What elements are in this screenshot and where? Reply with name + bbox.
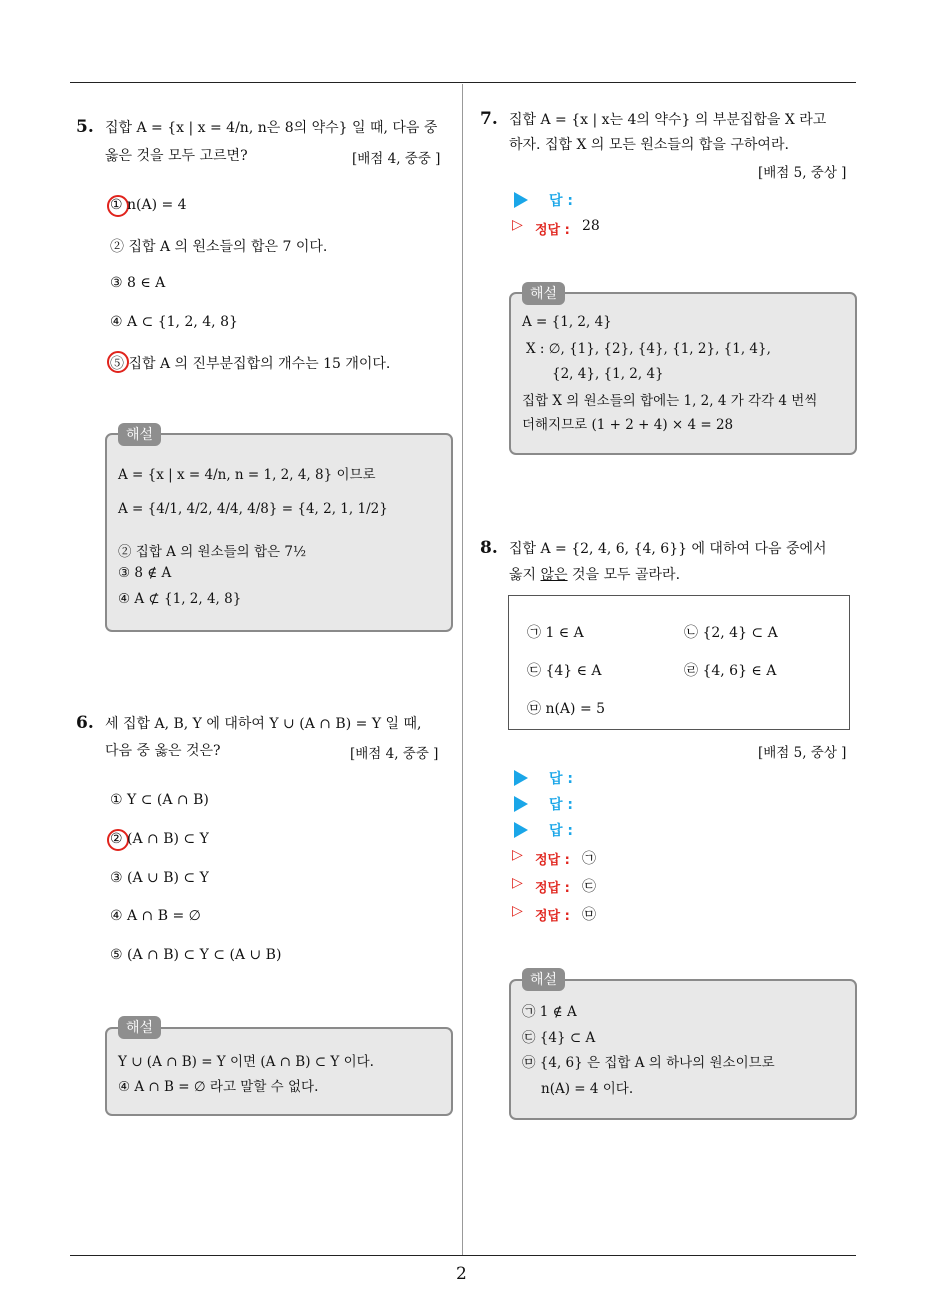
q5-option-1: ① n(A) = 4 — [110, 197, 187, 213]
q7-explanation-line: {2, 4}, {1, 2, 4} — [552, 366, 664, 382]
q5-option-5: ⑤ 집합 A 의 진부분집합의 개수는 15 개이다. — [110, 356, 391, 372]
q7-score-meta: [배점 5, 중상 ] — [758, 165, 847, 181]
q8-explanation-badge: 해설 — [522, 968, 565, 991]
q8-answer-label: 답 : — [549, 823, 573, 839]
q6-option-1: ① Y ⊂ (A ∩ B) — [110, 792, 209, 808]
q8-choice: ㉢ {4} ∈ A — [527, 663, 602, 679]
q8-score-meta: [배점 5, 중상 ] — [758, 745, 847, 761]
q6-stem-line2: 다음 중 옳은 것은? — [105, 743, 221, 759]
q8-number: 8. — [480, 538, 498, 558]
q5-number: 5. — [76, 117, 94, 137]
q5-explanation-line: ④ A ⊄ {1, 2, 4, 8} — [118, 591, 242, 607]
q5-score-meta: [배점 4, 중중 ] — [352, 151, 441, 167]
q6-option-5: ⑤ (A ∩ B) ⊂ Y ⊂ (A ∪ B) — [110, 947, 282, 963]
q7-explanation-line: 집합 X 의 원소들의 합에는 1, 2, 4 가 각각 4 번씩 — [522, 393, 818, 409]
q5-stem-line2: 옳은 것을 모두 고르면? — [105, 148, 248, 164]
q6-explanation-box — [105, 1027, 453, 1116]
q5-option-2: ② 집합 A 의 원소들의 합은 7 이다. — [110, 239, 328, 255]
answer-arrow-icon — [514, 796, 528, 812]
q8-correct-value: ㉢ — [582, 879, 596, 895]
q8-explanation-line: ㉠ 1 ∉ A — [522, 1004, 577, 1020]
q8-explanation-line: n(A) = 4 이다. — [541, 1081, 634, 1097]
q6-option-4: ④ A ∩ B = ∅ — [110, 908, 201, 924]
answer-arrow-icon — [514, 770, 528, 786]
q7-explanation-badge: 해설 — [522, 282, 565, 305]
q5-option-3: ③ 8 ∈ A — [110, 275, 166, 291]
q7-stem-line1: 집합 A = {x | x는 4의 약수} 의 부분집합을 X 라고 — [509, 112, 827, 128]
q8-choice: ㉣ {4, 6} ∈ A — [684, 663, 777, 679]
q6-option-3: ③ (A ∪ B) ⊂ Y — [110, 870, 209, 886]
q8-correct-label: 정답 : — [535, 853, 570, 868]
q8-answer-label: 답 : — [549, 797, 573, 813]
q5-explanation-badge: 해설 — [118, 423, 161, 446]
q6-explanation-line: Y ∪ (A ∩ B) = Y 이면 (A ∩ B) ⊂ Y 이다. — [118, 1054, 374, 1070]
q7-stem-line2: 하자. 집합 X 의 모든 원소들의 합을 구하여라. — [509, 137, 789, 153]
correct-triangle-icon: ▷ — [512, 903, 523, 919]
bottom-rule — [70, 1255, 856, 1256]
q5-explanation-line: A = {4/1, 4/2, 4/4, 4/8} = {4, 2, 1, 1/2} — [118, 501, 388, 517]
answer-arrow-icon — [514, 822, 528, 838]
q8-stem-line2: 옳지 않은 것을 모두 골라라. — [509, 567, 681, 583]
q8-choice: ㉡ {2, 4} ⊂ A — [684, 625, 778, 641]
q7-correct-label: 정답 : — [535, 223, 570, 238]
q8-explanation-line: ㉤ {4, 6} 은 집합 A 의 하나의 원소이므로 — [522, 1055, 775, 1071]
q8-explanation-line: ㉢ {4} ⊂ A — [522, 1030, 596, 1046]
q8-correct-value: ㉠ — [582, 851, 596, 867]
q5-explanation-line: ③ 8 ∉ A — [118, 565, 172, 581]
q7-number: 7. — [480, 109, 498, 129]
q8-choice: ㉠ 1 ∈ A — [527, 625, 584, 641]
q5-stem-line1: 집합 A = {x | x = 4/n, n은 8의 약수} 일 때, 다음 중 — [105, 120, 438, 136]
q6-stem-line1: 세 집합 A, B, Y 에 대하여 Y ∪ (A ∩ B) = Y 일 때, — [105, 716, 422, 732]
q7-correct-value: 28 — [582, 218, 600, 234]
q5-option-4: ④ A ⊂ {1, 2, 4, 8} — [110, 314, 238, 330]
q8-correct-label: 정답 : — [535, 881, 570, 896]
q8-correct-value: ㉤ — [582, 907, 596, 923]
q7-explanation-line: 더해지므로 (1 + 2 + 4) × 4 = 28 — [522, 417, 734, 433]
q7-answer-label: 답 : — [549, 193, 573, 209]
q8-correct-label: 정답 : — [535, 909, 570, 924]
correct-triangle-icon: ▷ — [512, 847, 523, 863]
column-divider — [462, 84, 463, 1256]
q6-explanation-line: ④ A ∩ B = ∅ 라고 말할 수 없다. — [118, 1079, 319, 1095]
q8-answer-label: 답 : — [549, 771, 573, 787]
correct-triangle-icon: ▷ — [512, 875, 523, 891]
answer-arrow-icon — [514, 192, 528, 208]
q7-explanation-line: X : ∅, {1}, {2}, {4}, {1, 2}, {1, 4}, — [526, 341, 771, 357]
q8-choice: ㉤ n(A) = 5 — [527, 701, 606, 717]
q5-explanation-line: ② 집합 A 의 원소들의 합은 7½ — [118, 544, 307, 560]
correct-triangle-icon: ▷ — [512, 217, 523, 233]
q7-explanation-line: A = {1, 2, 4} — [522, 314, 612, 330]
q8-stem-line1: 집합 A = {2, 4, 6, {4, 6}} 에 대하여 다음 중에서 — [509, 541, 827, 557]
q6-score-meta: [배점 4, 중중 ] — [350, 746, 439, 762]
page-number: 2 — [456, 1264, 467, 1284]
q6-option-2: ② (A ∩ B) ⊂ Y — [110, 831, 209, 847]
q6-number: 6. — [76, 713, 94, 733]
top-rule — [70, 82, 856, 83]
q6-explanation-badge: 해설 — [118, 1016, 161, 1039]
q5-explanation-line: A = {x | x = 4/n, n = 1, 2, 4, 8} 이므로 — [118, 467, 376, 483]
